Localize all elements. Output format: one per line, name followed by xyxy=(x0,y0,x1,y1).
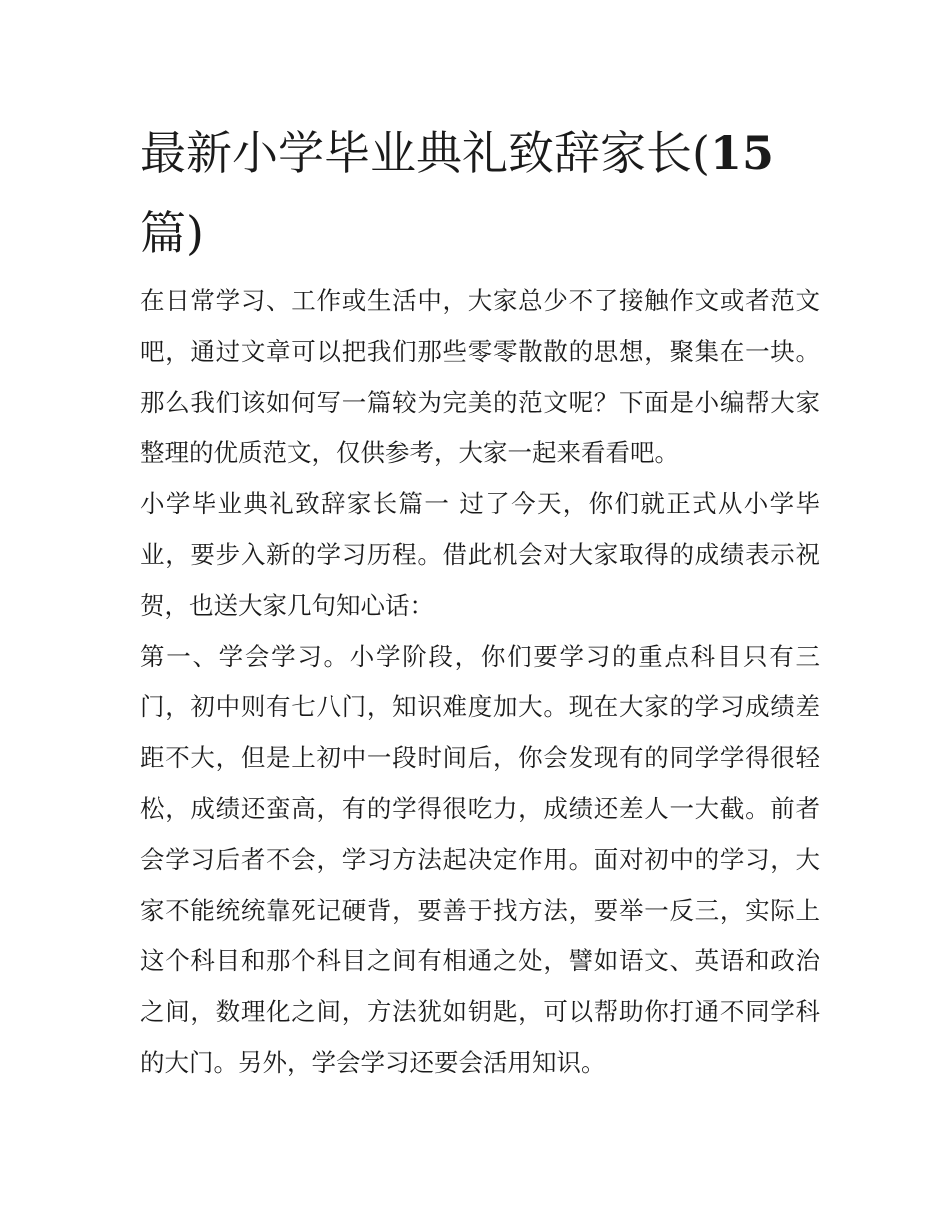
paragraph-learn-to-study: 第一、学会学习。小学阶段，你们要学习的重点科目只有三门，初中则有七八门，知识难度加大。现在大家的学习成绩差距不大，但是上初中一段时间后，你会发现有的同学学得很轻松，成绩还蛮高，有的学得很吃力，成绩还差人一大截。前者会学习后者不会，学习方法起决定作用。面对初中的学习，大家不能统统靠死记硬背，要善于找方法，要举一反三，实际上这个科目和那个科目之间有相通之处，譬如语文、英语和政治之间，数理化之间，方法犹如钥匙，可以帮助你打通不同学科的大门。另外，学会学习还要会活用知识。 xyxy=(140,641,820,1077)
title-main: 最新小学毕业典礼致辞家长( xyxy=(140,126,710,180)
title-tail: 篇) xyxy=(140,206,204,260)
title-number: 15 xyxy=(709,126,774,180)
document-body xyxy=(140,276,820,1089)
paragraph-section-one: 小学毕业典礼致辞家长篇一 过了今天，你们就正式从小学毕业，要步入新的学习历程。借此机会对大家取得的成绩表示祝贺，也送大家几句知心话： xyxy=(140,489,820,620)
page-title xyxy=(140,113,820,273)
paragraph-intro: 在日常学习、工作或生活中，大家总少不了接触作文或者范文吧，通过文章可以把我们那些零零散散的思想，聚集在一块。那么我们该如何写一篇较为完美的范文呢？下面是小编帮大家整理的优质范文，仅供参考，大家一起来看看吧。 xyxy=(140,286,820,468)
